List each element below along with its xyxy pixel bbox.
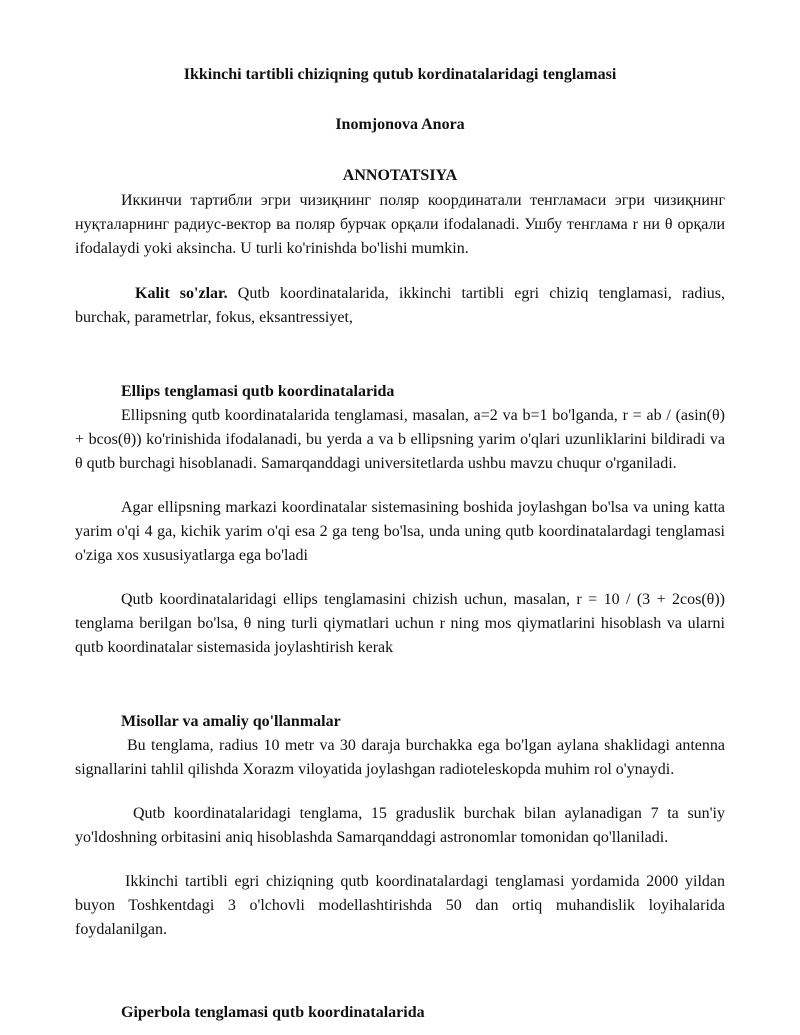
- section-examples-paragraph-2: Qutb koordinatalaridagi tenglama, 15 graduslik burchak bilan aylanadigan 7 ta sun'iy yo'ldoshning orbitasini aniq hisoblashda Samarqanddagi astronomlar tomonidan qo'llaniladi.: [75, 805, 725, 846]
- keywords-text: Qutb koordinatalarida, ikkinchi tartibli egri chiziq tenglamasi, radius, burchak, parametrlar, fokus, eksantressiyet,: [75, 285, 726, 326]
- section-ellipse-paragraph-1: Ellipsning qutb koordinatalarida tenglamasi, masalan, a=2 va b=1 bo'lganda, r = ab / (asin(θ) + bcos(θ)) ko'rinishida ifodalanadi, bu yerda a va b ellipsning yarim o'qlari uzunliklarini bildiradi va θ qutb burchagi hisoblanadi. Samarqanddagi universitetlarda ushbu mavzu chuqur o'rganiladi.: [75, 407, 725, 472]
- section-examples-paragraph-3: Ikkinchi tartibli egri chiziqning qutb koordinatalardagi tenglamasi yordamida 2000 yildan buyon Toshkentdagi 3 o'lchovli modellashtirishda 50 dan ortiq muhandislik loyihalarida foydalanilgan.: [75, 873, 725, 938]
- annotation-block: [75, 189, 725, 261]
- keywords-paragraph: [75, 282, 725, 330]
- annotation-heading: ANNOTATSIYA: [342, 167, 458, 184]
- section-hyperbola: [75, 1001, 725, 1025]
- section-ellipse-paragraph-2: Agar ellipsning markazi koordinatalar sistemasining boshida joylashgan bo'lsa va uning katta yarim o'qi 4 ga, kichik yarim o'qi esa 2 ga teng bo'lsa, unda uning qutb koordinatalardagi tenglamasi o'ziga xos xususiyatlarga ega bo'ladi: [75, 499, 725, 564]
- section-heading-hyperbola: Giperbola tenglamasi qutb koordinatalarida: [121, 1004, 425, 1021]
- annotation-paragraph: Иккинчи тартибли эгри чизиқнинг поляр координатали тенгламаси эгри чизиқнинг нуқталарнинг радиус-вектор ва поляр бурчак орқали ifodalanadi. Ушбу тенглама r ни θ орқали ifodalaydi yoki aksincha. U turli ko'rinishda bo'lishi mumkin.: [75, 192, 725, 257]
- section-heading-ellipse: Ellips tenglamasi qutb koordinatalarida: [121, 383, 395, 400]
- section-examples: [75, 710, 725, 942]
- document-title: Ikkinchi tartibli chiziqning qutub kordinatalaridagi tenglamasi: [183, 66, 617, 83]
- keywords-block: [75, 282, 725, 330]
- section-examples-paragraph-1: Bu tenglama, radius 10 metr va 30 daraja burchakka ega bo'lgan aylana shaklidagi antenna signallarini tahlil qilishda Xorazm viloyatida joylashgan radioteleskopda muhim rol o'ynaydi.: [75, 737, 725, 778]
- section-ellipse: [75, 380, 725, 660]
- author-name: Inomjonova Anora: [335, 116, 465, 133]
- keywords-label: Kalit so'zlar.: [135, 285, 228, 302]
- section-ellipse-paragraph-3: Qutb koordinatalaridagi ellips tenglamasini chizish uchun, masalan, r = 10 / (3 + 2cos(θ)) tenglama berilgan bo'lsa, θ ning turli qiymatlari uchun r ning mos qiymatlarini hisoblash va ularni qutb koordinatalar sistemasida joylashtirish kerak: [75, 591, 725, 656]
- section-heading-examples: Misollar va amaliy qo'llanmalar: [121, 713, 341, 730]
